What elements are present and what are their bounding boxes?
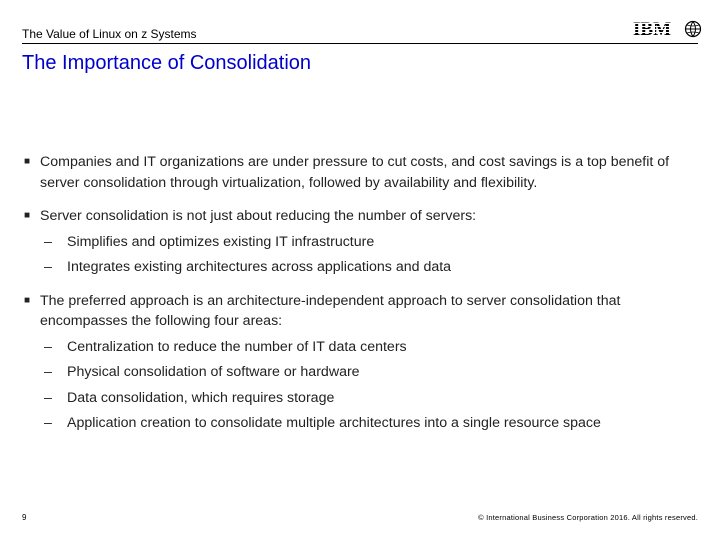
globe-icon: [686, 22, 701, 37]
ibm-logo-text: IBM: [633, 19, 671, 40]
sub-bullet-item: [22, 388, 702, 409]
bullet-item: [22, 206, 680, 227]
dash-icon: –: [44, 259, 52, 275]
bullet-text: Server consolidation is not just about reducing the number of servers:: [40, 208, 477, 224]
bullet-item: [22, 291, 680, 332]
sub-bullet-text: Centralization to reduce the number of IT data centers: [67, 338, 407, 355]
bullet-item: [22, 152, 680, 193]
dash-icon: –: [44, 338, 52, 355]
slide-title: The Importance of Consolidation: [22, 52, 312, 74]
sub-bullet-item: [22, 362, 702, 383]
dash-icon: –: [44, 389, 52, 406]
sub-bullet-text: Integrates existing architectures across applications and data: [67, 259, 452, 275]
sub-bullet-text: Data consolidation, which requires storage: [67, 389, 335, 406]
deck-title: The Value of Linux on z Systems: [22, 27, 197, 41]
sub-bullet-item: [22, 232, 702, 253]
page-number: 9: [22, 513, 27, 522]
sub-bullet-text: Simplifies and optimizes existing IT infrastructure: [67, 233, 375, 250]
copyright-notice: © International Business Corporation 2016. All rights reserved.: [478, 513, 698, 522]
bullet-text: The preferred approach is an architecture-independent approach to server consolidation that encompasses the following four areas:: [40, 292, 621, 329]
sub-bullet-item: [22, 257, 702, 278]
bullet-text: Companies and IT organizations are under pressure to cut costs, and cost savings is a top benefit of server consolidation through virtualization, followed by availability and flexibility.: [40, 154, 670, 191]
dash-icon: –: [44, 415, 52, 431]
dash-icon: –: [44, 233, 52, 250]
bullet-square-icon: ■: [24, 210, 31, 221]
ibm-logo: [633, 18, 703, 40]
header-divider: [22, 43, 698, 44]
sub-bullet-text: Application creation to consolidate multiple architectures into a single resource space: [67, 415, 601, 431]
bullet-square-icon: ■: [24, 156, 31, 167]
bullet-list: [22, 152, 702, 434]
sub-bullet-item: [22, 413, 702, 434]
dash-icon: –: [44, 364, 52, 380]
sub-bullet-text: Physical consolidation of software or hardware: [67, 364, 360, 380]
bullet-square-icon: ■: [24, 294, 31, 306]
sub-bullet-item: [22, 337, 702, 358]
